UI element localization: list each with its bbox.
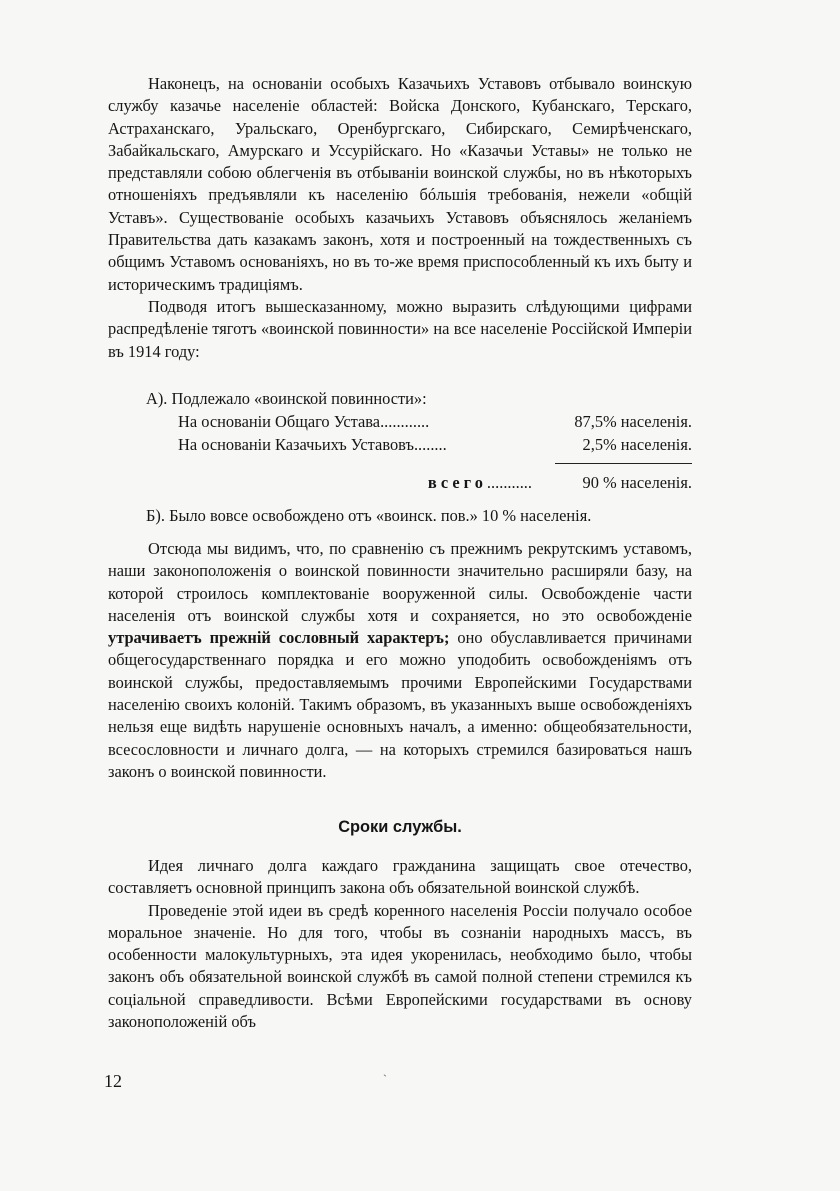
- stat-b-line: Б). Было вовсе освобождено отъ «воинск. пов.» 10 % населенія.: [146, 506, 592, 525]
- paragraph-personal-duty: Идея личнаго долга каждаго гражданина защищать свое отечество, составляетъ основной принципъ закона объ обязательной воинской службѣ.: [108, 856, 692, 898]
- text-block-bottom: [108, 855, 692, 1033]
- total-word: всего: [427, 473, 487, 492]
- section-heading: Сроки службы.: [338, 818, 462, 836]
- stat-value: 2,5% населенія.: [582, 435, 692, 454]
- stray-mark: `: [383, 1072, 387, 1086]
- stat-label: На основаніи Общаго Устава............: [178, 412, 430, 431]
- paragraph-conclusion: [108, 538, 692, 783]
- stat-row-general-statute: [108, 411, 692, 433]
- paragraph-conclusion-part2: оно обуславливается причинами общегосударственнаго порядка и его можно уподобить освобожденіямъ отъ воинской службы, предоставляемымъ прочими Европейскими Государствами населенію своихъ колоній. Такимъ образомъ, въ указанныхъ выше освобожденіяхъ нельзя еще видѣть нарушеніе основныхъ началъ, а именно: общеобязательности, всесословности и личнаго долга, — на которыхъ стремился базироваться нашъ законъ о воинской повинности.: [108, 628, 692, 781]
- paragraph-summary-intro: Подводя итогъ вышесказанному, можно выразить слѣдующими цифрами распредѣленіе тяготъ «воинской повинности» на все населеніе Россійской Имперіи въ 1914 году:: [108, 296, 692, 361]
- total-label: [428, 472, 532, 494]
- stat-row-total: [108, 472, 692, 494]
- stat-a-heading: А). Подлежало «воинской повинности»:: [146, 389, 427, 408]
- page-number: 12: [104, 1071, 122, 1091]
- text-block-top: [108, 73, 692, 363]
- paragraph-social-justice: Проведеніе этой идеи въ средѣ коренного населенія Россіи получало особое моральное значеніе. Но для того, чтобы въ сознаніи народныхъ массъ, въ особенности малокультурныхъ, эта идея укоренилась, необходимо было, чтобы законъ объ обязательной воинской службѣ въ самой полной степени стремился къ соціальной справедливости. Всѣми Европейскими государствами въ основу законоположеній объ: [108, 900, 692, 1032]
- stat-row-cossack-statutes: [108, 434, 692, 456]
- total-dots: ...........: [486, 473, 532, 492]
- total-value: 90 % населенія.: [582, 473, 692, 492]
- paragraph-conclusion-bold: утрачиваетъ прежній сословный характеръ;: [108, 628, 450, 648]
- stat-label: На основаніи Казачьихъ Уставовъ........: [178, 435, 447, 454]
- stat-value: 87,5% населенія.: [574, 412, 692, 431]
- paragraph-conclusion-part1: Отсюда мы видимъ, что, по сравненію съ прежнимъ рекрутскимъ уставомъ, наши законоположенія о воинской повинности значительно расширяли базу, на которой строилось комплектованіе вооруженной силы. Освобожденіе части населенія отъ воинской службы хотя и сохраняется, но это освобожденіе: [108, 539, 692, 625]
- text-block-middle: [108, 538, 692, 783]
- sum-divider: [555, 463, 692, 464]
- paragraph-cossack-statutes: Наконецъ, на основаніи особыхъ Казачьихъ Уставовъ отбывало воинскую службу казачье населеніе областей: Войска Донского, Кубанскаго, Терскаго, Астраханскаго, Уральскаго, Оренбургскаго, Сибирскаго, Семирѣченскаго, Забайкальскаго, Амурскаго и Уссурійскаго. Но «Казачьи Уставы» не только не представляли собою облегченія въ отбываніи воинской службы, но въ нѣкоторыхъ отношеніяхъ предъявляли къ населенію бóльшія требованія, нежели «общій Уставъ». Существованіе особыхъ казачьихъ Уставовъ объяснялось желаніемъ Правительства дать казакамъ законъ, хотя и построенный на тождественныхъ съ общимъ Уставомъ основаніяхъ, но въ то-же время приспособленный къ ихъ быту и историческимъ традиціямъ.: [108, 74, 692, 294]
